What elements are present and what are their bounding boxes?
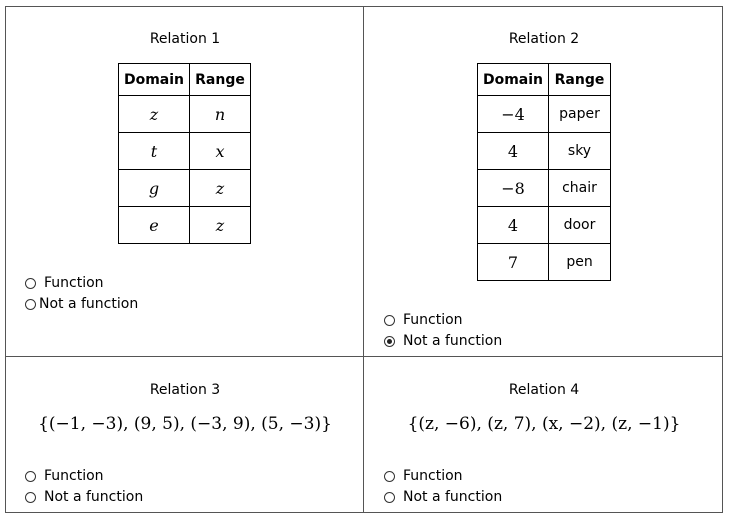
relation3-option-not-function[interactable] — [25, 489, 143, 505]
domain-cell: 4 — [478, 207, 549, 244]
radio-button[interactable] — [25, 299, 36, 310]
relation4-ordered-pairs: {(z, −6), (z, 7), (x, −2), (z, −1)} — [407, 414, 681, 434]
option-label: Function — [44, 275, 104, 291]
option-label: Function — [403, 312, 463, 328]
relation1-option-function[interactable] — [25, 275, 104, 291]
relation2-option-not-function[interactable] — [384, 333, 502, 349]
option-label: Not a function — [403, 333, 503, 349]
relation2-title: Relation 2 — [508, 31, 580, 47]
domain-header: Domain — [478, 64, 549, 96]
radio-button[interactable] — [25, 471, 36, 482]
domain-cell: 7 — [478, 244, 549, 281]
relation3-title: Relation 3 — [149, 382, 221, 398]
range-cell: sky — [549, 133, 611, 170]
range-cell: z — [190, 207, 251, 244]
option-label: Not a function — [44, 489, 144, 505]
domain-header: Domain — [119, 64, 190, 96]
option-label: Not a function — [403, 489, 503, 505]
radio-button[interactable] — [25, 278, 36, 289]
option-label: Function — [44, 468, 104, 484]
relation4-title: Relation 4 — [508, 382, 580, 398]
radio-button-selected[interactable] — [384, 336, 395, 347]
relation2-option-function[interactable] — [384, 312, 463, 328]
radio-button[interactable] — [384, 471, 395, 482]
domain-cell: z — [119, 96, 190, 133]
option-label: Not a function — [39, 296, 139, 312]
range-cell: x — [190, 133, 251, 170]
relation3-option-function[interactable] — [25, 468, 104, 484]
grid-vertical-divider — [363, 6, 364, 513]
range-header: Range — [549, 64, 611, 96]
relation1-option-not-function[interactable] — [25, 296, 138, 312]
relation3-ordered-pairs: {(−1, −3), (9, 5), (−3, 9), (5, −3)} — [38, 414, 332, 434]
radio-button[interactable] — [384, 492, 395, 503]
range-cell: pen — [549, 244, 611, 281]
domain-cell: 4 — [478, 133, 549, 170]
range-cell: chair — [549, 170, 611, 207]
domain-cell: −4 — [478, 96, 549, 133]
domain-cell: g — [119, 170, 190, 207]
radio-button[interactable] — [25, 492, 36, 503]
domain-cell: t — [119, 133, 190, 170]
domain-cell: −8 — [478, 170, 549, 207]
range-header: Range — [190, 64, 251, 96]
relations-grid — [5, 6, 723, 513]
relation1-title: Relation 1 — [149, 31, 221, 47]
range-cell: paper — [549, 96, 611, 133]
relation1-table — [118, 63, 251, 244]
range-cell: door — [549, 207, 611, 244]
option-label: Function — [403, 468, 463, 484]
relation4-option-not-function[interactable] — [384, 489, 502, 505]
range-cell: z — [190, 170, 251, 207]
relation4-option-function[interactable] — [384, 468, 463, 484]
range-cell: n — [190, 96, 251, 133]
radio-button[interactable] — [384, 315, 395, 326]
grid-horizontal-divider — [5, 356, 723, 357]
relation2-table — [477, 63, 611, 281]
domain-cell: e — [119, 207, 190, 244]
